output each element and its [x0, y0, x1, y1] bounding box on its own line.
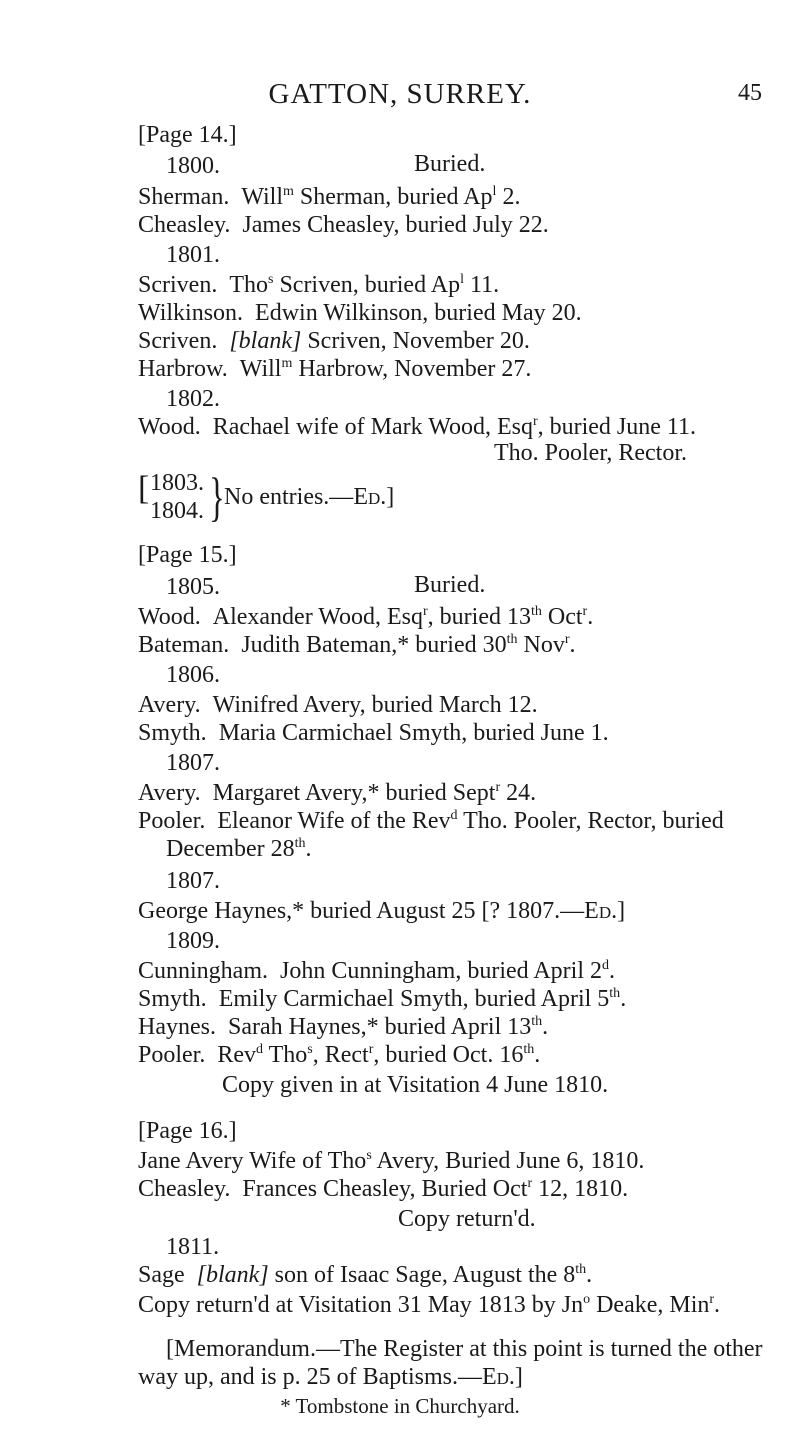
year-1806: 1806. — [166, 662, 220, 688]
visitation-note-1813: Copy return'd at Visitation 31 May 1813 by Jn$^o$ Deake, Min$^r$. — [138, 1292, 721, 1318]
year-1801: 1801. — [166, 242, 220, 268]
year-1807-second: 1807. — [166, 868, 220, 894]
year-1805: 1805. — [166, 574, 220, 600]
year-1809: 1809. — [166, 928, 220, 954]
footnote: * Tombstone in Churchyard. — [280, 1394, 520, 1418]
entry-row: Bateman. Judith Bateman,* buried 30th Nov$^r$. — [138, 632, 576, 658]
entry-row: Avery. Winifred Avery, buried March 12. — [138, 692, 538, 718]
page-number: 45 — [738, 80, 762, 106]
buried-heading-1800: Buried. — [414, 151, 486, 177]
entry-row: Avery. Margaret Avery,* buried Sept$^r$ 24. — [138, 780, 537, 806]
copy-returned-note: Copy return'd. — [398, 1206, 536, 1232]
document-page: GATTON, SURREY. 45 [Page 14.] 1800. Buried. Sherman. Will$^m$ Sherman, buried Ap$^l$ 2. Cheasley. James Cheasley, buried July 22. 1801. Scriven. Tho$^s$ Scriven, buried Ap$^l$ 11. Wilkinson. Edwin Wilkinson, buried May 20. Scriven. [blank] Scriven, November 20. Harbrow. Will$^m$ Harbrow, November 27. 1802. Wood. Rachael wife of Mark Wood, Esq$^r$, buried June 11. Tho. Pooler, Rector. [ 1803. 1804. } No entries.—Ed.] [Page 15.] 1805. Buried. Wood. Alexander Wood, Esq$^r$, buried 13th Oct$^r$. Bateman. Judith Bateman,* buried 30th Nov$^r$. 1806. Avery. Winifred Avery, buried March 12. Smyth. Maria Carmichael Smyth, buried June 1. 1807. Avery. Margaret Avery,* buried Sept$^r$ 24. Pooler. Eleanor Wife of the Rev$^d$ Tho. Pooler, Rector, buried December 28th. 1807. George Haynes,* buried August 25 [? 1807.—Ed.] 1809. Cunningham. John Cunningham, buried April 2$^d$. Smyth. Emily Carmichael Smyth, buried April 5th. Haynes. Sarah Haynes,* buried April 13th. Pooler. Rev$^d$ Tho$^s$, Rect$^r$, buried Oct. 16th. Copy given in at Visitation 4 June 1810. [Page 16.] Jane Avery Wife of Tho$^s$ Avery, Buried June 6, 1810. Cheasley. Frances Cheasley, Buried Oct$^r$ 12, 1810. Copy return'd. 1811. Sage [blank] son of Isaac Sage, August the 8th. Copy return'd at Visitation 31 May 1813 by Jn$^o$ Deake, Min$^r$. [Memorandum.—The Register at this point is turned the other way up, and is p. 25 of Baptisms.—Ed.] * Tombstone in Churchyard. — [0, 0, 800, 1440]
entry-row: Haynes. Sarah Haynes,* buried April 13th. — [138, 1014, 549, 1040]
year-1800: 1800. — [166, 153, 220, 179]
memorandum-line-1: [Memorandum.—The Register at this point is turned the other — [166, 1336, 763, 1362]
rector-signature-1802: Tho. Pooler, Rector. — [494, 440, 688, 466]
entry-row: George Haynes,* buried August 25 [? 1807.—Ed.] — [138, 898, 626, 924]
year-1811: 1811. — [166, 1234, 220, 1260]
year-1807: 1807. — [166, 750, 220, 776]
entry-row: Pooler. Rev$^d$ Tho$^s$, Rect$^r$, buried Oct. 16th. — [138, 1042, 541, 1068]
entry-row: Sherman. Will$^m$ Sherman, buried Ap$^l$ 2. — [138, 184, 521, 210]
entry-row: Sage [blank] son of Isaac Sage, August the 8th. — [138, 1262, 593, 1288]
entry-row: Scriven. [blank] Scriven, November 20. — [138, 328, 530, 354]
entry-row: Harbrow. Will$^m$ Harbrow, November 27. — [138, 356, 532, 382]
page-16-label: [Page 16.] — [138, 1118, 237, 1144]
entry-row: Jane Avery Wife of Tho$^s$ Avery, Buried June 6, 1810. — [138, 1148, 645, 1174]
entry-row: Cheasley. Frances Cheasley, Buried Oct$^r$ 12, 1810. — [138, 1176, 629, 1202]
entry-row: Cunningham. John Cunningham, buried April 2$^d$. — [138, 958, 615, 984]
entry-row: Cheasley. James Cheasley, buried July 22. — [138, 212, 549, 238]
memorandum-line-2: way up, and is p. 25 of Baptisms.—Ed.] — [138, 1364, 523, 1390]
entry-row: Wood. Alexander Wood, Esq$^r$, buried 13th Oct$^r$. — [138, 604, 594, 630]
entry-continuation: December 28th. — [166, 836, 312, 862]
entry-row: Wood. Rachael wife of Mark Wood, Esq$^r$, buried June 11. — [138, 414, 697, 440]
page-15-label: [Page 15.] — [138, 542, 237, 568]
entry-row: Smyth. Maria Carmichael Smyth, buried June 1. — [138, 720, 609, 746]
entry-row: Scriven. Tho$^s$ Scriven, buried Ap$^l$ 11. — [138, 272, 500, 298]
running-head: GATTON, SURREY. — [268, 78, 532, 110]
entry-row: Smyth. Emily Carmichael Smyth, buried April 5th. — [138, 986, 627, 1012]
year-1802: 1802. — [166, 386, 220, 412]
page-14-label: [Page 14.] — [138, 122, 237, 148]
buried-heading-1805: Buried. — [414, 572, 486, 598]
entry-row: Wilkinson. Edwin Wilkinson, buried May 20. — [138, 300, 582, 326]
entry-row: Pooler. Eleanor Wife of the Rev$^d$ Tho. Pooler, Rector, buried — [138, 808, 724, 834]
visitation-note-1810: Copy given in at Visitation 4 June 1810. — [222, 1072, 609, 1098]
